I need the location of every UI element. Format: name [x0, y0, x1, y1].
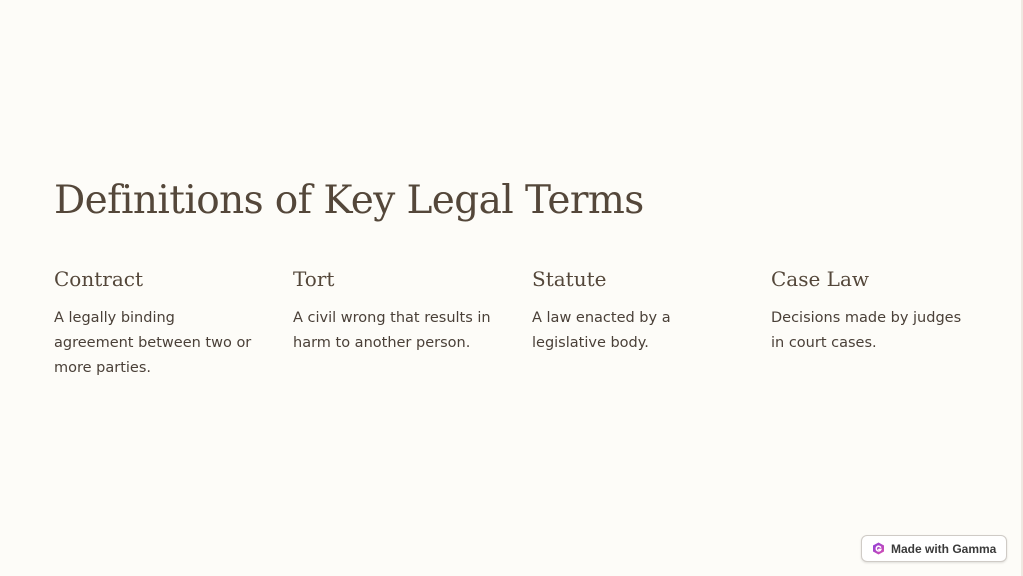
term-card-statute: [532, 266, 742, 356]
term-card-contract: [54, 266, 264, 381]
term-description: A law enacted by a legislative body.: [532, 310, 671, 351]
term-title: Case Law: [771, 267, 870, 291]
slide-title: Definitions of Key Legal Terms: [54, 178, 644, 223]
term-description: A civil wrong that results in harm to another person.: [293, 310, 491, 351]
badge-label: Made with Gamma: [891, 541, 997, 556]
term-card-case-law: [771, 266, 981, 356]
term-title: Contract: [54, 267, 143, 291]
term-description: A legally binding agreement between two or more parties.: [54, 310, 252, 376]
term-title: Statute: [532, 267, 607, 291]
gamma-logo-icon: [872, 542, 885, 555]
term-title: Tort: [293, 267, 335, 291]
term-description: Decisions made by judges in court cases.: [771, 310, 962, 351]
made-with-gamma-badge[interactable]: [861, 535, 1007, 562]
term-card-tort: [293, 266, 503, 356]
